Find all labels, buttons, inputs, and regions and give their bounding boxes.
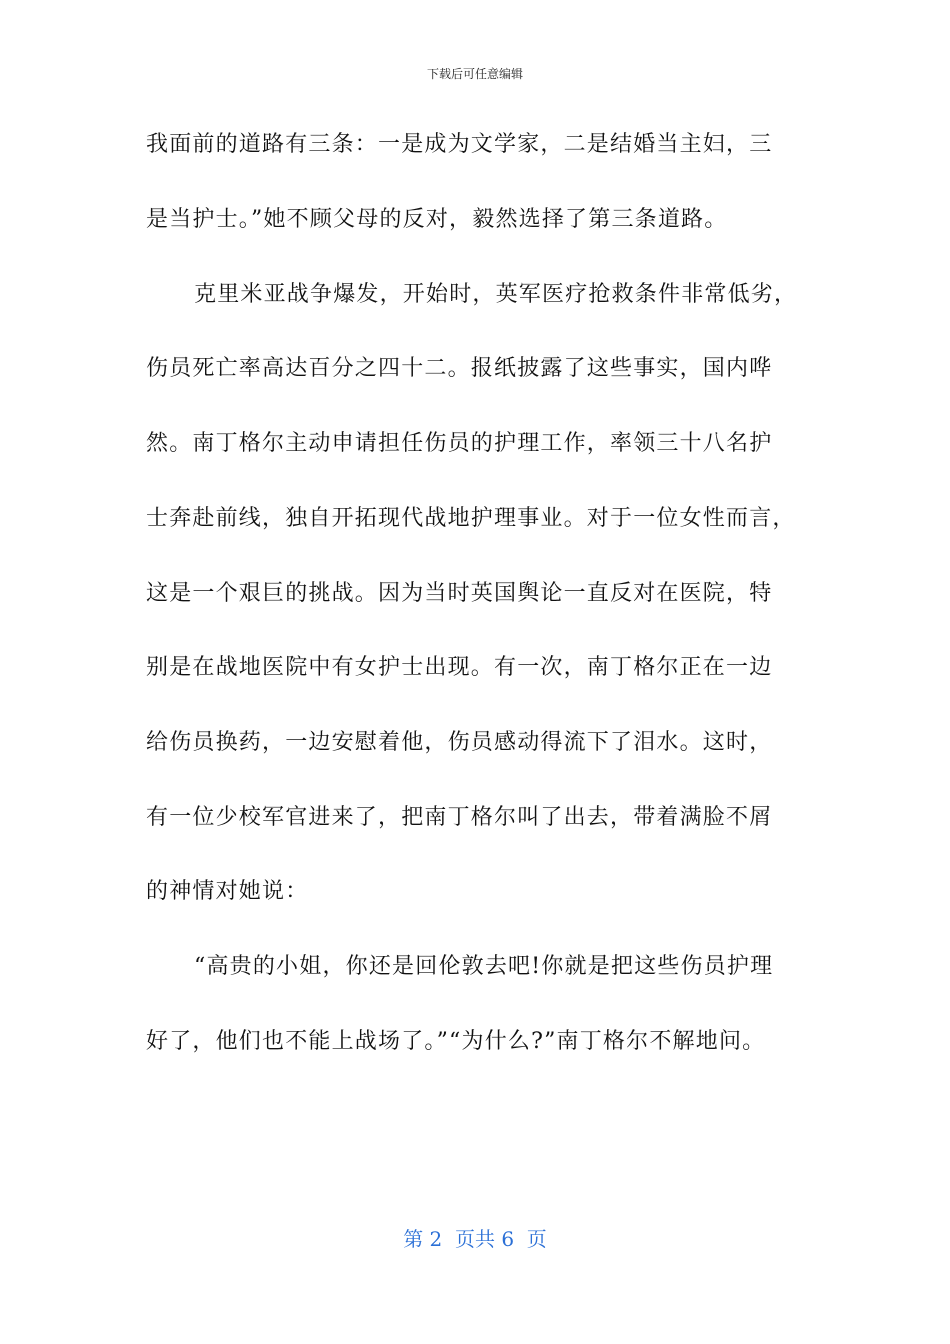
text-line: 是当护士。”她不顾父母的反对，毅然选择了第三条道路。 [146, 207, 728, 232]
page-number-footer: 第 2 页共 6 页 [403, 1227, 547, 1251]
text-line: 伤员死亡率高达百分之四十二。报纸披露了这些事实，国内哗 [146, 356, 773, 381]
text-line: 这是一个艰巨的挑战。因为当时英国舆论一直反对在医院，特 [146, 581, 773, 606]
text-line: 给伤员换药，一边安慰着他，伤员感动得流下了泪水。这时， [146, 730, 773, 755]
text-line: 士奔赴前线，独自开拓现代战地护理事业。对于一位女性而言， [146, 506, 796, 531]
text-line: 的神情对她说： [146, 879, 309, 904]
text-line: 然。南丁格尔主动申请担任伤员的护理工作，率领三十八名护 [146, 431, 773, 456]
text-line: 好了，他们也不能上战场了。”“为什么?”南丁格尔不解地问。 [146, 1029, 766, 1054]
paragraph-start-line: “高贵的小姐，你还是回伦敦去吧!你就是把这些伤员护理 [194, 954, 774, 979]
page-header: 下载后可任意编辑 [426, 67, 523, 81]
text-line: 别是在战地医院中有女护士出现。有一次，南丁格尔正在一边 [146, 655, 773, 680]
text-line: 我面前的道路有三条：一是成为文学家，二是结婚当主妇，三 [146, 132, 773, 157]
text-line: 有一位少校军官进来了，把南丁格尔叫了出去，带着满脸不屑 [146, 805, 773, 830]
paragraph-start-line: 克里米亚战争爆发，开始时，英军医疗抢救条件非常低劣， [194, 282, 798, 307]
